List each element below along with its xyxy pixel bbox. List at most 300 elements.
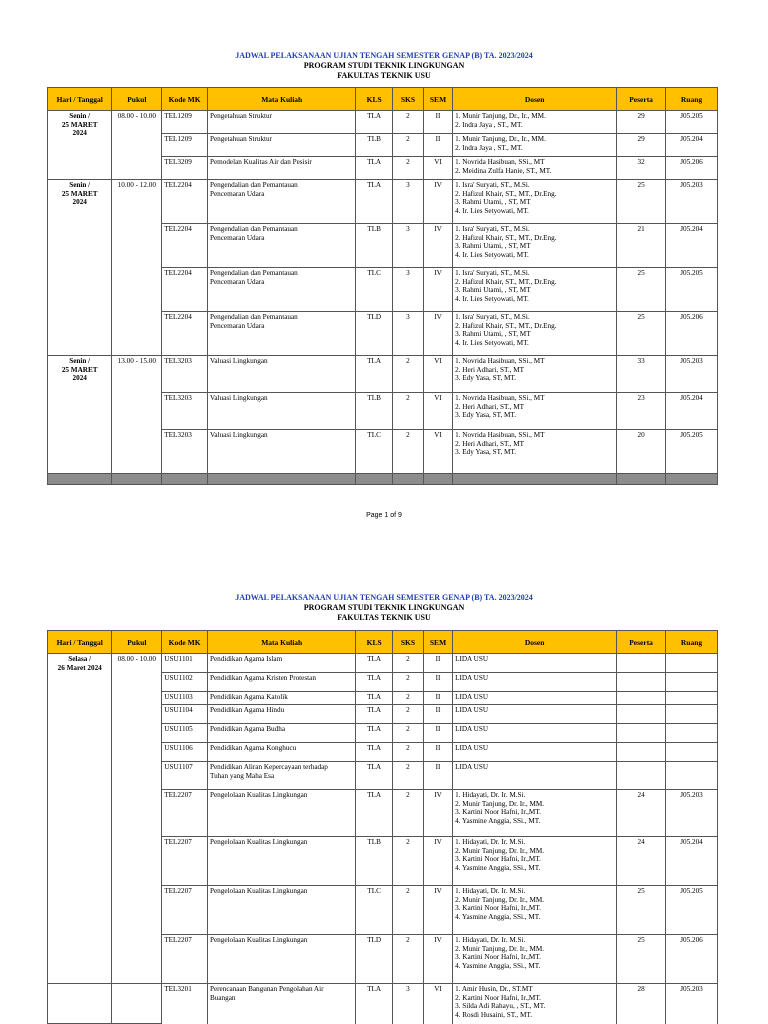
footer-bar-cell (453, 474, 617, 485)
cell-kode-mk: TEL1209 (162, 111, 208, 134)
cell-line: 3. Rahmi Utami, , ST, MT (455, 198, 531, 207)
cell-dosen (453, 111, 617, 134)
cell-kls: TLA (356, 790, 392, 837)
cell-dosen (453, 984, 617, 1024)
cell-line: 2. Indra Jaya , ST., MT. (455, 143, 523, 152)
cell-ruang: J05.205 (665, 430, 717, 474)
cell-sks: 3 (392, 224, 423, 268)
cell-ruang: J05.203 (665, 180, 717, 224)
cell-line: LIDA USU (455, 674, 489, 682)
table-row (48, 654, 718, 673)
column-header-kls: KLS (356, 88, 392, 111)
cell-peserta: 25 (617, 180, 666, 224)
cell-line: Selasa / (68, 655, 92, 663)
cell-peserta (617, 762, 666, 790)
cell-kls: TLC (356, 886, 392, 935)
footer-bar-cell (207, 474, 356, 485)
footer-bar-cell (617, 474, 666, 485)
cell-line: 1. Hidayati, Dr. Ir. M.Si. (455, 791, 526, 799)
cell-pukul: 08.00 - 10.00 (112, 654, 162, 984)
column-header-sks: SKS (392, 88, 423, 111)
cell-line: 1. Novrida Hasibuan, SSi., MT (455, 357, 545, 365)
cell-line: 1. Isra' Suryati, ST., M.Si. (455, 313, 530, 321)
cell-peserta: 24 (617, 837, 666, 886)
cell-mata-kuliah (207, 393, 356, 430)
cell-sks: 2 (392, 705, 423, 724)
cell-kode-mk: USU1101 (162, 654, 208, 673)
cell-mata-kuliah (207, 111, 356, 134)
cell-dosen (453, 224, 617, 268)
cell-dosen (453, 935, 617, 984)
cell-line: 3. Edy Yasa, ST, MT. (455, 411, 517, 420)
cell-peserta (617, 692, 666, 705)
column-header-pukul: Pukul (112, 631, 162, 654)
cell-sks: 2 (392, 654, 423, 673)
cell-sks: 2 (392, 886, 423, 935)
page-2-header (0, 593, 768, 623)
cell-sks: 2 (392, 935, 423, 984)
cell-line: 4. Ir. Lies Setyowati, MT. (455, 294, 529, 303)
cell-line: 4. Ir. Lies Setyowati, MT. (455, 250, 529, 259)
cell-line: Senin / (69, 112, 91, 120)
cell-line: Buangan (209, 993, 236, 1002)
cell-line: Pengelolaan Kualitas Lingkungan (209, 936, 308, 944)
footer-bar-cell (356, 474, 392, 485)
cell-line: 2024 (72, 198, 87, 207)
cell-kls: TLB (356, 224, 392, 268)
cell-dosen (453, 268, 617, 312)
schedule-title: JADWAL PELAKSANAAN UJIAN TENGAH SEMESTER GENAP (B) TA. 2023/2024 (235, 51, 533, 60)
cell-mata-kuliah (207, 762, 356, 790)
cell-peserta: 20 (617, 430, 666, 474)
cell-line: 4. Ir. Lies Setyowati, MT. (455, 206, 529, 215)
cell-ruang: J05.205 (665, 886, 717, 935)
cell-line: Pencemaran Udara (209, 189, 265, 198)
cell-ruang: J05.204 (665, 134, 717, 157)
column-header-mata-kuliah: Mata Kuliah (207, 631, 356, 654)
program-title: PROGRAM STUDI TEKNIK LINGKUNGAN (303, 61, 465, 70)
cell-kode-mk: TEL3201 (162, 984, 208, 1024)
cell-peserta (617, 705, 666, 724)
column-header-kode-mk: Kode MK (162, 631, 208, 654)
cell-sks: 2 (392, 356, 423, 393)
cell-hari-tanggal (48, 356, 112, 474)
cell-kode-mk: TEL2204 (162, 312, 208, 356)
cell-kls: TLA (356, 724, 392, 743)
cell-sks: 3 (392, 984, 423, 1024)
cell-sem: II (423, 654, 452, 673)
cell-line: Senin / (69, 181, 91, 189)
cell-kode-mk: USU1107 (162, 762, 208, 790)
column-header-hari-tanggal: Hari / Tanggal (48, 631, 112, 654)
cell-line: 2024 (72, 374, 87, 383)
cell-line: Pencemaran Udara (209, 233, 265, 242)
cell-kls: TLB (356, 134, 392, 157)
cell-sem: II (423, 692, 452, 705)
cell-line: 2. Heri Adhari, ST., MT (455, 402, 524, 411)
cell-kode-mk: TEL2207 (162, 886, 208, 935)
cell-ruang: J05.205 (665, 111, 717, 134)
cell-sem: II (423, 705, 452, 724)
cell-kode-mk: TEL2204 (162, 180, 208, 224)
cell-dosen (453, 705, 617, 724)
cell-mata-kuliah (207, 743, 356, 762)
cell-sem: VI (423, 430, 452, 474)
column-header-kls: KLS (356, 631, 392, 654)
cell-line: 3. Kartini Noor Hafni, Ir.,MT. (455, 953, 541, 962)
cell-line: 2. Hafizul Khair, ST., MT., Dr.Eng. (455, 321, 557, 330)
cell-kls: TLA (356, 356, 392, 393)
cell-sks: 3 (392, 180, 423, 224)
cell-sem: IV (423, 224, 452, 268)
cell-dosen (453, 673, 617, 692)
cell-sem: VI (423, 393, 452, 430)
column-header-sks: SKS (392, 631, 423, 654)
cell-sem: VI (423, 356, 452, 393)
cell-mata-kuliah (207, 724, 356, 743)
column-header-pukul: Pukul (112, 88, 162, 111)
cell-mata-kuliah (207, 837, 356, 886)
cell-sem: IV (423, 935, 452, 984)
cell-pukul (112, 984, 162, 1024)
cell-kode-mk: TEL3203 (162, 393, 208, 430)
cell-line: 3. Kartini Noor Hafni, Ir.,MT. (455, 808, 541, 817)
cell-peserta: 25 (617, 312, 666, 356)
cell-line: 2. Munir Tanjung, Dr. Ir., MM. (455, 799, 545, 808)
cell-line: 2. Hafizul Khair, ST., MT., Dr.Eng. (455, 233, 557, 242)
cell-line: 25 MARET (61, 189, 98, 198)
cell-line: Pengelolaan Kualitas Lingkungan (209, 791, 308, 799)
cell-line: 2. Meidina Zulfa Hanie, ST., MT. (455, 166, 552, 175)
cell-line: Pendidikan Agama Katolik (209, 693, 288, 701)
cell-sks: 2 (392, 134, 423, 157)
cell-dosen (453, 762, 617, 790)
cell-kode-mk: USU1105 (162, 724, 208, 743)
cell-pukul: 13.00 - 15.00 (112, 356, 162, 474)
cell-line: Pengetahuan Struktur (209, 135, 273, 143)
cell-ruang (665, 705, 717, 724)
cell-kode-mk: TEL2207 (162, 790, 208, 837)
cell-sks: 2 (392, 743, 423, 762)
cell-kode-mk: TEL3209 (162, 157, 208, 180)
cell-ruang: J05.204 (665, 224, 717, 268)
cell-sem: IV (423, 790, 452, 837)
cell-line: Pendidikan Agama Kristen Protestan (209, 674, 316, 682)
cell-line: 3. Edy Yasa, ST, MT. (455, 448, 517, 457)
page-number: Page 1 of 9 (366, 512, 402, 519)
cell-line: 3. Kartini Noor Hafni, Ir.,MT. (455, 904, 541, 913)
table-row (48, 111, 718, 134)
cell-ruang: J05.204 (665, 393, 717, 430)
cell-line: Valuasi Lingkungan (209, 394, 268, 402)
cell-sem: II (423, 762, 452, 790)
faculty-title: FAKULTAS TEKNIK USU (337, 613, 431, 622)
cell-line: Pengetahuan Struktur (209, 112, 273, 120)
cell-sks: 2 (392, 837, 423, 886)
cell-sks: 2 (392, 393, 423, 430)
cell-line: 4. Yasmine Anggia, SSi., MT. (455, 961, 541, 970)
cell-peserta: 28 (617, 984, 666, 1024)
cell-mata-kuliah (207, 356, 356, 393)
cell-line: 1. Novrida Hasibuan, SSi., MT (455, 394, 545, 402)
cell-line: 1. Amir Husin, Dr., ST.MT (455, 985, 533, 993)
cell-dosen (453, 886, 617, 935)
cell-kls: TLA (356, 705, 392, 724)
cell-sem: II (423, 724, 452, 743)
cell-line: LIDA USU (455, 725, 489, 733)
cell-line: 4. Yasmine Anggia, SSi., MT. (455, 863, 541, 872)
footer-bar-cell (665, 474, 717, 485)
cell-dosen (453, 356, 617, 393)
footer-bar-cell (48, 474, 112, 485)
cell-ruang: J05.204 (665, 837, 717, 886)
cell-sks: 2 (392, 157, 423, 180)
page-1-header (0, 51, 768, 81)
cell-kls: TLB (356, 393, 392, 430)
cell-line: 1. Hidayati, Dr. Ir. M.Si. (455, 887, 526, 895)
cell-mata-kuliah (207, 790, 356, 837)
cell-line: 2. Munir Tanjung, Dr. Ir., MM. (455, 944, 545, 953)
table-row (48, 984, 718, 1024)
column-header-ruang: Ruang (665, 631, 717, 654)
cell-line: 1. Isra' Suryati, ST., M.Si. (455, 181, 530, 189)
cell-line: Pendidikan Agama Islam (209, 655, 283, 663)
cell-line: LIDA USU (455, 706, 489, 714)
cell-line: Pengelolaan Kualitas Lingkungan (209, 887, 308, 895)
cell-line: 1. Hidayati, Dr. Ir. M.Si. (455, 936, 526, 944)
cell-peserta: 29 (617, 111, 666, 134)
cell-kls: TLA (356, 762, 392, 790)
cell-dosen (453, 312, 617, 356)
program-title: PROGRAM STUDI TEKNIK LINGKUNGAN (303, 603, 465, 612)
cell-mata-kuliah (207, 886, 356, 935)
cell-ruang: J05.206 (665, 157, 717, 180)
cell-line: Pendidikan Agama Budha (209, 725, 286, 733)
faculty-title: FAKULTAS TEKNIK USU (337, 71, 431, 80)
cell-mata-kuliah (207, 692, 356, 705)
cell-mata-kuliah (207, 430, 356, 474)
cell-peserta (617, 673, 666, 692)
cell-kls: TLA (356, 157, 392, 180)
cell-sem: IV (423, 180, 452, 224)
cell-peserta: 33 (617, 356, 666, 393)
cell-peserta: 29 (617, 134, 666, 157)
cell-line: 1. Hidayati, Dr. Ir. M.Si. (455, 838, 526, 846)
cell-peserta (617, 743, 666, 762)
footer-bar-cell (423, 474, 452, 485)
cell-line: 2024 (72, 129, 87, 138)
cell-kode-mk: TEL2207 (162, 837, 208, 886)
header-row (48, 88, 718, 111)
cell-kode-mk: USU1104 (162, 705, 208, 724)
column-header-ruang: Ruang (665, 88, 717, 111)
cell-sks: 2 (392, 673, 423, 692)
cell-line: Pengendalian dan Pemantauan (209, 225, 298, 233)
cell-line: 26 Maret 2024 (57, 663, 102, 672)
cell-hari-tanggal (48, 654, 112, 984)
cell-line: Pengendalian dan Pemantauan (209, 181, 298, 189)
cell-line: Pengelolaan Kualitas Lingkungan (209, 838, 308, 846)
cell-sks: 3 (392, 312, 423, 356)
cell-dosen (453, 180, 617, 224)
cell-kode-mk: TEL2204 (162, 224, 208, 268)
cell-dosen (453, 743, 617, 762)
cell-dosen (453, 724, 617, 743)
cell-line: Valuasi Lingkungan (209, 431, 268, 439)
cell-mata-kuliah (207, 984, 356, 1024)
cell-kls: TLD (356, 312, 392, 356)
cell-dosen (453, 790, 617, 837)
cell-kode-mk: USU1102 (162, 673, 208, 692)
schedule-table-page-2 (47, 630, 718, 1024)
cell-ruang: J05.203 (665, 984, 717, 1024)
cell-line: LIDA USU (455, 655, 489, 663)
column-header-peserta: Peserta (617, 88, 666, 111)
cell-peserta: 25 (617, 268, 666, 312)
cell-sks: 2 (392, 724, 423, 743)
cell-line: 1. Munir Tanjung, Dr., Ir., MM. (455, 135, 546, 143)
cell-line: 2. Heri Adhari, ST., MT (455, 365, 524, 374)
table-row (48, 180, 718, 224)
cell-kode-mk: USU1103 (162, 692, 208, 705)
cell-sem: IV (423, 886, 452, 935)
cell-kls: TLA (356, 692, 392, 705)
footer-bar-cell (162, 474, 208, 485)
column-header-sem: SEM (423, 88, 452, 111)
cell-peserta: 24 (617, 790, 666, 837)
cell-line: 3. Rahmi Utami, , ST, MT (455, 286, 531, 295)
cell-line: Pendidikan Aliran Kepercayaan terhadap (209, 763, 328, 771)
cell-line: 2. Hafizul Khair, ST., MT., Dr.Eng. (455, 189, 557, 198)
cell-kode-mk: TEL2204 (162, 268, 208, 312)
cell-hari-tanggal (48, 111, 112, 180)
cell-kls: TLA (356, 743, 392, 762)
cell-sem: II (423, 134, 452, 157)
cell-sks: 2 (392, 762, 423, 790)
cell-line: 4. Rosdi Husaini, ST., MT. (455, 1010, 533, 1019)
cell-peserta (617, 654, 666, 673)
cell-mata-kuliah (207, 157, 356, 180)
cell-peserta: 32 (617, 157, 666, 180)
cell-peserta: 25 (617, 886, 666, 935)
cell-line: Senin / (69, 357, 91, 365)
cell-sks: 3 (392, 268, 423, 312)
cell-ruang (665, 724, 717, 743)
cell-peserta: 25 (617, 935, 666, 984)
cell-ruang (665, 654, 717, 673)
cell-ruang: J05.206 (665, 312, 717, 356)
cell-line: Pengendalian dan Pemantauan (209, 269, 298, 277)
cell-line: Tuhan yang Maha Esa (209, 771, 275, 780)
column-header-sem: SEM (423, 631, 452, 654)
cell-line: 1. Munir Tanjung, Dr., Ir., MM. (455, 112, 546, 120)
cell-line: 3. Silda Adi Rahayu, , ST., MT. (455, 1002, 546, 1011)
cell-line: Pengendalian dan Pemantauan (209, 313, 298, 321)
cell-mata-kuliah (207, 673, 356, 692)
cell-kode-mk: USU1106 (162, 743, 208, 762)
table-row (48, 356, 718, 393)
header-row (48, 631, 718, 654)
cell-line: 1. Novrida Hasibuan, SSi., MT (455, 431, 545, 439)
cell-mata-kuliah (207, 312, 356, 356)
cell-ruang (665, 743, 717, 762)
cell-sem: VI (423, 984, 452, 1024)
cell-kls: TLA (356, 180, 392, 224)
cell-mata-kuliah (207, 134, 356, 157)
column-header-hari-tanggal: Hari / Tanggal (48, 88, 112, 111)
cell-line: 25 MARET (61, 120, 98, 129)
schedule-title: JADWAL PELAKSANAAN UJIAN TENGAH SEMESTER GENAP (B) TA. 2023/2024 (235, 593, 533, 602)
cell-line: 25 MARET (61, 365, 98, 374)
column-header-kode-mk: Kode MK (162, 88, 208, 111)
cell-ruang: J05.205 (665, 268, 717, 312)
cell-line: 3. Edy Yasa, ST, MT. (455, 374, 517, 383)
cell-line: LIDA USU (455, 693, 489, 701)
cell-line: 3. Rahmi Utami, , ST, MT (455, 330, 531, 339)
cell-mata-kuliah (207, 180, 356, 224)
cell-line: 3. Kartini Noor Hafni, Ir.,MT. (455, 855, 541, 864)
cell-kls: TLB (356, 837, 392, 886)
cell-sem: IV (423, 837, 452, 886)
cell-kode-mk: TEL2207 (162, 935, 208, 984)
column-header-peserta: Peserta (617, 631, 666, 654)
cell-kls: TLA (356, 673, 392, 692)
cell-ruang (665, 762, 717, 790)
cell-line: 2. Kartini Noor Hafni, Ir.,MT. (455, 993, 541, 1002)
cell-line: Perencanaan Bangunan Pengolahan Air (209, 985, 324, 993)
cell-dosen (453, 134, 617, 157)
cell-line: LIDA USU (455, 763, 489, 771)
cell-line: 3. Rahmi Utami, , ST, MT (455, 242, 531, 251)
cell-sks: 2 (392, 430, 423, 474)
cell-ruang: J05.203 (665, 356, 717, 393)
cell-line: LIDA USU (455, 744, 489, 752)
cell-kls: TLA (356, 984, 392, 1024)
cell-ruang (665, 673, 717, 692)
cell-peserta (617, 724, 666, 743)
cell-peserta: 23 (617, 393, 666, 430)
cell-line: 4. Yasmine Anggia, SSi., MT. (455, 816, 541, 825)
cell-line: Pendidikan Agama Hindu (209, 706, 285, 714)
cell-mata-kuliah (207, 268, 356, 312)
cell-peserta: 21 (617, 224, 666, 268)
cell-line: 1. Isra' Suryati, ST., M.Si. (455, 269, 530, 277)
cell-pukul: 08.00 - 10.00 (112, 111, 162, 180)
cell-line: 2. Indra Jaya , ST., MT. (455, 120, 523, 129)
cell-hari-tanggal (48, 984, 112, 1024)
column-header-mata-kuliah: Mata Kuliah (207, 88, 356, 111)
cell-line: 4. Ir. Lies Setyowati, MT. (455, 338, 529, 347)
cell-kls: TLA (356, 654, 392, 673)
cell-dosen (453, 654, 617, 673)
column-header-dosen: Dosen (453, 631, 617, 654)
cell-sem: IV (423, 268, 452, 312)
cell-hari-tanggal (48, 180, 112, 356)
cell-mata-kuliah (207, 654, 356, 673)
cell-dosen (453, 393, 617, 430)
cell-ruang: J05.206 (665, 935, 717, 984)
cell-sem: II (423, 111, 452, 134)
cell-sem: IV (423, 312, 452, 356)
column-header-dosen: Dosen (453, 88, 617, 111)
cell-line: Pencemaran Udara (209, 321, 265, 330)
schedule-table-page-1 (47, 87, 718, 485)
cell-kls: TLC (356, 430, 392, 474)
footer-bar-cell (112, 474, 162, 485)
cell-mata-kuliah (207, 935, 356, 984)
cell-ruang: J05.203 (665, 790, 717, 837)
cell-sks: 2 (392, 111, 423, 134)
